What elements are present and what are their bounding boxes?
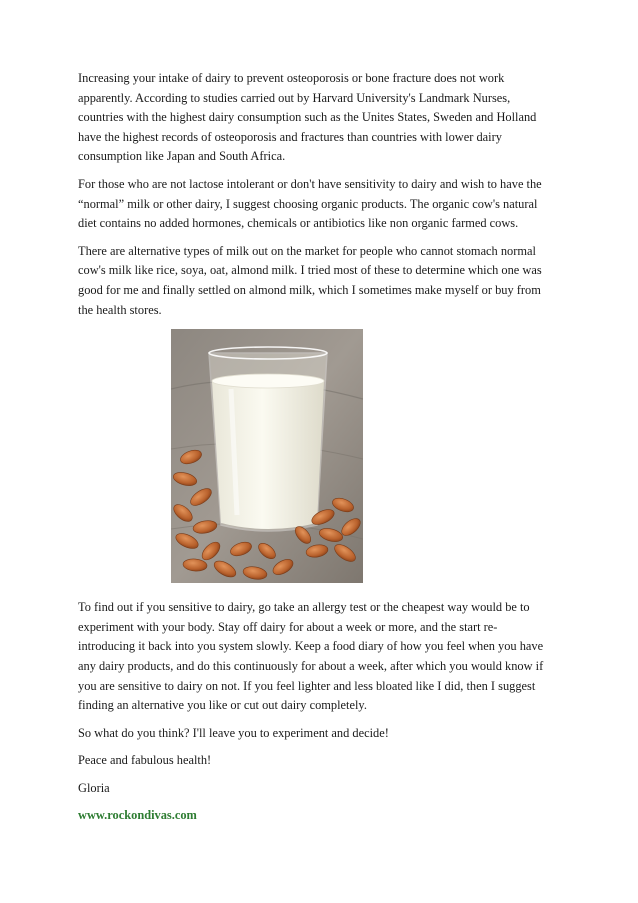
paragraph-question: So what do you think? I'll leave you to experiment and decide! [78,725,389,740]
paragraph-closing: Peace and fabulous health! [78,753,212,768]
almond-milk-illustration [171,329,363,583]
document-page [78,69,570,826]
paragraph-osteoporosis: Increasing your intake of dairy to prevent osteoporosis or bone fracture does not work apparently. According to studies carried out by Harvard University's Landmark Nurses, countries with the highest dairy consumption such as the Unites States, Sweden and Holland have the highest records of osteoporosis and fractures than countries with lower dairy consumption like Japan and South Africa. [78,71,537,164]
paragraph-sensitivity-test: To find out if you sensitive to dairy, go take an allergy test or the cheapest way would be to experiment with your body. Stay off dairy for about a week or more, and the start re- introducing it back into you system slowly. Keep a food diary of how you feel when you have any dairy products, and do this continuously for about a week, after which you would know if you are sensitive to dairy on not. If you feel lighter and less bloated like I did, then I suggest finding an alternative you like or cut out dairy completely. [78,600,544,713]
author-signature: Gloria [78,780,110,795]
almond-milk-photo [171,329,363,583]
paragraph-milk-alternatives: There are alternative types of milk out on the market for people who cannot stomach normal cow's milk like rice, soya, oat, almond milk. I tried most of these to determine which one was good for me and finally settled on almond milk, which I sometimes make myself or buy from the health stores. [78,243,542,317]
paragraph-organic-dairy: For those who are not lactose intolerant or don't have sensitivity to dairy and wish to have the “normal” milk or other dairy, I suggest choosing organic products. The organic cow's natural diet contains no added hormones, chemicals or antibiotics like non organic farmed cows. [78,176,542,231]
website-link[interactable]: www.rockondivas.com [78,808,197,823]
